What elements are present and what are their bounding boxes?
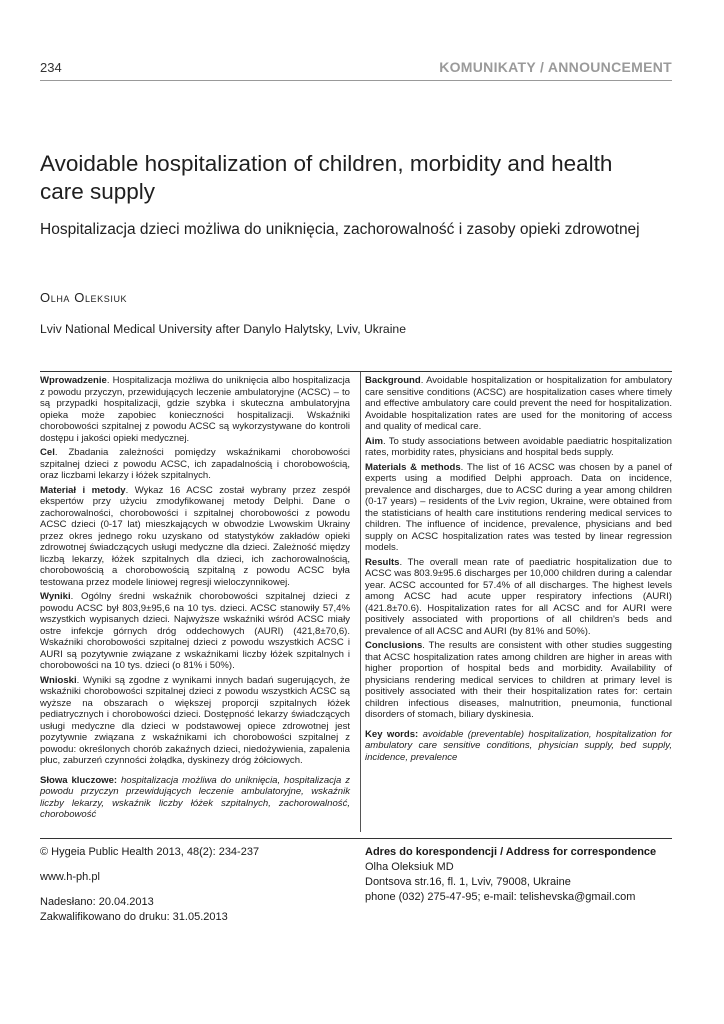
- section-body: . The overall mean rate of paediatric hospitalization due to ACSC was 803.9±95.6 discharges per 10,000 children during a calendar year. ACSC accounted for 57.4% of all discharges. The highest levels among ACSC had acute upper respiratory infections (AURI) (421.8±70.6). Hospitalization rates for all ACSC and for AURI were positively associated with proportions of all children's beds and prevalence of all ACSC and AURI (by 81% and 50%).: [365, 556, 672, 637]
- column-divider: [360, 372, 361, 832]
- keywords-heading: Słowa kluczowe:: [40, 774, 118, 786]
- abstract-paragraph-material: [40, 485, 350, 589]
- section-heading: Wnioski: [40, 674, 77, 686]
- keywords-list: avoidable (preventable) hospitalization, hospitalization for ambulatory care sensitive conditions, physician supply, bed supply, incidence, prevalence: [365, 728, 672, 763]
- section-heading: Materiał i metody: [40, 484, 126, 496]
- keywords-heading: Key words:: [365, 728, 419, 740]
- header-divider: [40, 80, 672, 81]
- correspondence-contact: phone (032) 275-47-95; e-mail: telishevska@gmail.com: [365, 891, 636, 903]
- citation: © Hygeia Public Health 2013, 48(2): 234-237: [40, 846, 260, 858]
- abstract-english: [365, 375, 672, 766]
- section-heading: Wprowadzenie: [40, 375, 107, 386]
- section-body: . The results are consistent with other studies suggesting that ACSC hospitalization rates among children are higher in areas with higher proportion of hospital beds and morbidity. Availability of physicians rendering medical services to children at primary level is positively associated with their their hospitalization rates for: certain children infectious diseases, malnutrition, pneumonia, functional disorders of stomach, biliary dyskinesia.: [365, 640, 672, 720]
- section-label: KOMUNIKATY / ANNOUNCEMENT: [439, 59, 672, 75]
- keywords-list: hospitalizacja możliwa do uniknięcia, hospitalizacja z powodu przyczyn przewidujących leczenie ambulatoryjne, wskaźnik liczby lekarzy, wskaźnik liczby łóżek szpitalnych, zachorowalność, chorobowość: [40, 774, 350, 820]
- correspondence-info: [365, 845, 675, 905]
- section-heading: Conclusions: [365, 640, 423, 651]
- footer-divider: [40, 838, 672, 839]
- author-name: Olha Oleksiuk: [40, 290, 128, 305]
- correspondence-street: Dontsova str.16, fl. 1, Lviv, 79008, Ukraine: [365, 876, 571, 888]
- section-heading: Materials & methods: [365, 461, 461, 473]
- abstract-paragraph-background: [365, 375, 672, 433]
- accepted-date: Zakwalifikowano do druku: 31.05.2013: [40, 911, 228, 923]
- abstract-paragraph-wnioski: [40, 675, 350, 767]
- correspondence-name: Olha Oleksiuk MD: [365, 861, 454, 873]
- keywords-polish: [40, 775, 350, 821]
- section-body: . Wykaz 16 ACSC został wybrany przez zespół ekspertów przy użyciu zmodyfikowanej metody Delphi. Dane o zachorowalności, chorobowości i szpitalnej chorobowości z powodu ACSC dzieci (0-17 lat) mieszkających w obwodzie Lwowskim Ukrainy przez okres jednego roku uzyskano od statystyków zakładów opieki zdrowotnej świadczących usługi medyczne dla dzieci. Zależność między liczbą lekarzy, łóżek szpitalnych dla dzieci, ich zachorowalnością, chorobowością a chorobowością szpitalną z powodu ACSC była testowana przez modele liniowej regresji wieloczynnikowej.: [40, 484, 350, 588]
- section-body: . Zbadania zależności pomiędzy wskaźnikami chorobowości szpitalnej dzieci z powodu ACSC, ich zapadalnością i chorobowością, oraz liczbami lekarzy i łóżek szpitalnych.: [40, 447, 350, 481]
- section-heading: Cel: [40, 447, 55, 458]
- section-body: . The list of 16 ACSC was chosen by a panel of experts using a modified Delphi approach. Data on incidence, prevalence and discharges, due to ACSC during a year among children (0-17 years) – residents of the Lviv region, Ukraine, were obtained from the statisticians of health care institutions rendering medical services to children. The influence of incidence, prevalence, physicians and bed supply on ACSC hospitalization rates was tested by linear regression models.: [365, 461, 672, 553]
- section-body: . Avoidable hospitalization or hospitalization for ambulatory care sensitive conditions (ACSC) are hospitalization cases where timely and effective ambulatory care could prevent the need for hospitalization. Avoidable hospitalization rates are used for the monitoring of access and quality of medical care.: [365, 375, 672, 432]
- correspondence-heading: Adres do korespondencji / Address for correspondence: [365, 846, 657, 858]
- abstract-paragraph-methods: [365, 462, 672, 554]
- abstract-polish: [40, 375, 350, 824]
- keywords-english: [365, 729, 672, 764]
- page-number: 234: [40, 60, 62, 75]
- received-date: Nadesłano: 20.04.2013: [40, 896, 154, 908]
- abstract-paragraph-aim: [365, 436, 672, 459]
- section-body: . Wyniki są zgodne z wynikami innych badań sugerujących, że wskaźniki chorobowości szpitalnej dzieci z powodu wszystkich ACSC są wyższe na obszarach o większej proporcji szpitalnych łóżek pediatrycznych i chorobowości dzieci. Dostępność lekarzy świadczących usługi medyczne dla dzieci w podstawowej opiece zdrowotnej jest pozytywnie związana z wskaźnikami ich chorobowości szpitalnej z powodu: określonych chorób zakaźnych dzieci, niedożywienia, zapalenia płuc, zaburzeń czynności żołądka, dyskinezy dróg żółciowych.: [40, 674, 350, 766]
- publication-info: [40, 845, 340, 925]
- section-body: . Hospitalizacja możliwa do uniknięcia albo hospitalizacja z powodu przyczyn, przewidujących leczenie ambulatoryjne (ACSC) – to są przypadki hospitalizacji, gdzie szybka i skuteczna ambulatoryjna opieka może zapobiec konieczności hospitalizacji. Wskaźniki chorobowości szpitalnej z powodu ACSC są wykorzystywane do kontroli dostępu i jakości opieki medycznej.: [40, 375, 350, 444]
- abstract-paragraph-conclusions: [365, 640, 672, 721]
- author-affiliation: Lviv National Medical University after Danylo Halytsky, Lviv, Ukraine: [40, 322, 406, 336]
- article-title-polish: Hospitalizacja dzieci możliwa do uniknięcia, zachorowalność i zasoby opieki zdrowotnej: [40, 221, 640, 238]
- abstract-paragraph-wyniki: [40, 591, 350, 672]
- article-title-english: Avoidable hospitalization of children, morbidity and health care supply: [40, 151, 613, 204]
- section-body: . To study associations between avoidable paediatric hospitalization rates, morbidity rates, physicians and hospital beds supply.: [365, 435, 672, 458]
- abstract-top-divider: [40, 371, 672, 372]
- section-heading: Results: [365, 556, 400, 568]
- section-heading: Wyniki: [40, 591, 71, 602]
- abstract-paragraph-wprowadzenie: [40, 375, 350, 444]
- section-body: . Ogólny średni wskaźnik chorobowości szpitalnej dzieci z powodu ACSC był 803,9±95,6 na 10 tys. dzieci. ACSC stanowiły 57,4% wszystkich wypisanych dzieci. Najwyższe wskaźniki wśród ACSC miały ostre infekcje górnych dróg oddechowych (AURI) (421,8±70,6). Wskaźniki chorobowości szpitalnej dzieci z powodu wszystkich ACSC i AURI są pozytywnie związane z wskaźnikami liczby łóżek szpitalnych i chorobowości na 10 tys. dzieci (o 81% i 50%).: [40, 591, 350, 671]
- section-heading: Aim: [365, 435, 384, 447]
- abstract-paragraph-results: [365, 557, 672, 638]
- section-heading: Background: [365, 375, 421, 386]
- website-link[interactable]: www.h-ph.pl: [40, 871, 100, 883]
- abstract-paragraph-cel: [40, 447, 350, 482]
